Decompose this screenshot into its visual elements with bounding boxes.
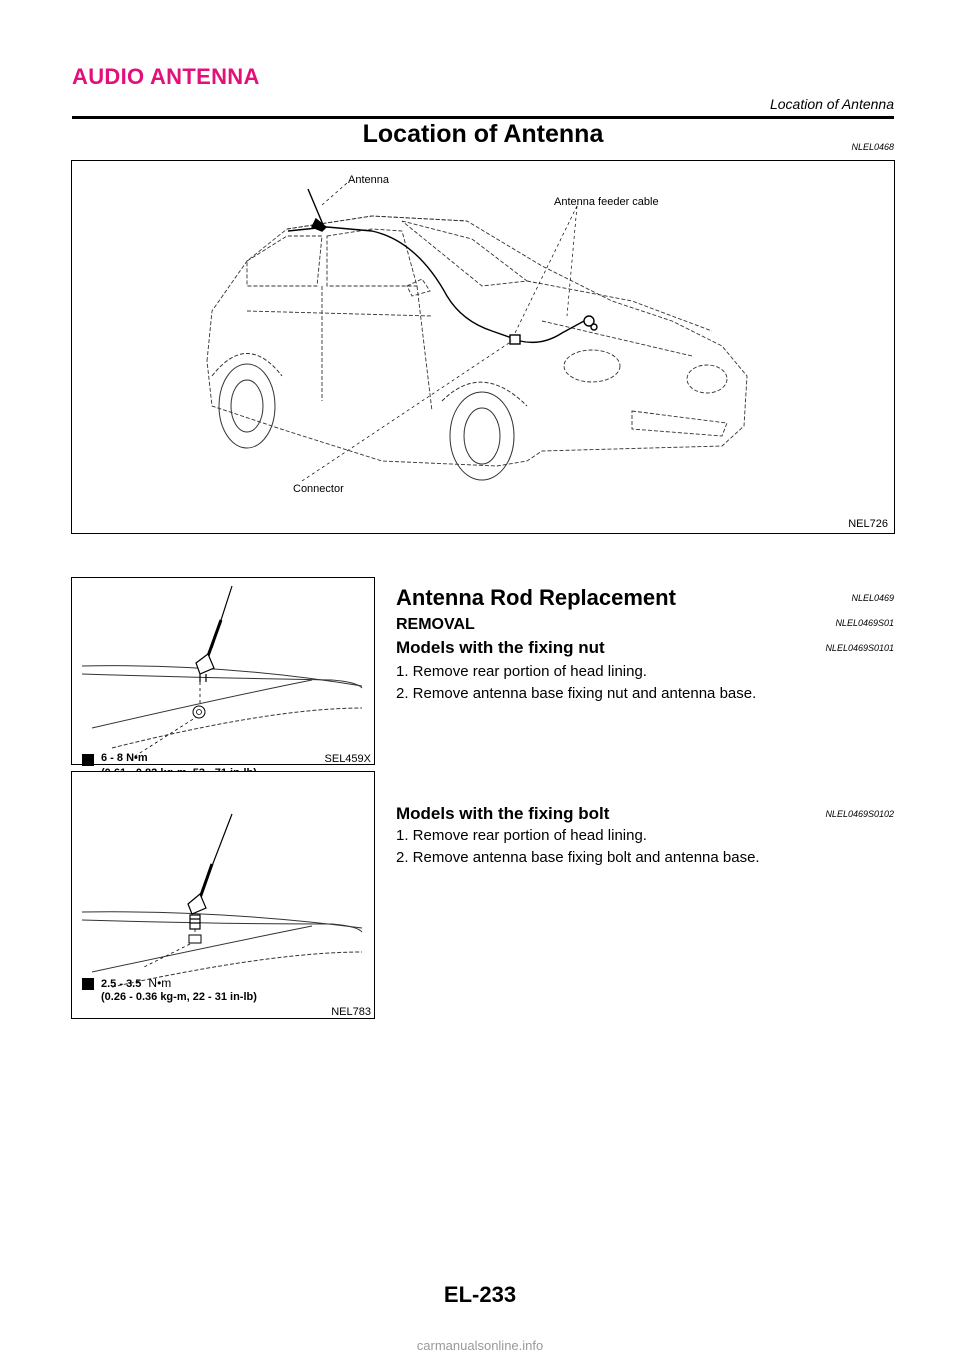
nut-illustration: [72, 578, 374, 764]
car-illustration: [72, 161, 894, 533]
feeder-cable-label: Antenna feeder cable: [554, 196, 659, 208]
figure-id: NEL726: [848, 518, 888, 530]
nut-step-1: 1. Remove rear portion of head lining.: [396, 663, 647, 680]
antenna-label: Antenna: [348, 174, 389, 186]
fixing-bolt-title: Models with the fixing bolt: [396, 804, 610, 823]
bolt-torque-range: 2.5 - 3.5: [101, 978, 142, 990]
bolt-torque-value: [101, 976, 171, 990]
bolt-step-2: 2. Remove antenna base fixing bolt and antenna base.: [396, 849, 760, 866]
removal-ref: NLEL0469S01: [835, 618, 894, 628]
figure-id: SEL459X: [324, 753, 371, 765]
bolt-torque-unit: N•m: [148, 976, 172, 990]
bolt-step-1: 1. Remove rear portion of head lining.: [396, 827, 647, 844]
subsection-title: Location of Antenna: [769, 96, 894, 112]
section-title: AUDIO ANTENNA: [72, 64, 260, 89]
fixing-nut-ref: NLEL0469S0101: [825, 643, 894, 653]
fixing-bolt-ref: NLEL0469S0102: [825, 809, 894, 819]
rod-replacement-title: Antenna Rod Replacement: [396, 585, 676, 610]
torque-wrench-icon: [82, 978, 94, 990]
fixing-nut-title: Models with the fixing nut: [396, 638, 605, 657]
header-rule: [72, 116, 894, 119]
page-number: EL-233: [443, 1282, 517, 1307]
nut-torque-value: 6 - 8 N•m: [101, 752, 148, 764]
connector-label: Connector: [293, 483, 344, 495]
nut-step-2: 2. Remove antenna base fixing nut and antenna base.: [396, 685, 757, 702]
removal-title: REMOVAL: [396, 616, 475, 633]
location-title: Location of Antenna: [362, 120, 604, 148]
fixing-bolt-figure: [71, 771, 375, 1019]
fixing-nut-figure: [71, 577, 375, 765]
antenna-location-figure: [71, 160, 895, 534]
bolt-torque-conversion: (0.26 - 0.36 kg-m, 22 - 31 in-lb): [101, 991, 257, 1003]
watermark: carmanualsonline.info: [416, 1338, 544, 1353]
figure-id: NEL783: [331, 1006, 371, 1018]
torque-wrench-icon: [82, 754, 94, 766]
location-ref: NLEL0468: [851, 142, 894, 152]
rod-replacement-ref: NLEL0469: [851, 593, 894, 603]
